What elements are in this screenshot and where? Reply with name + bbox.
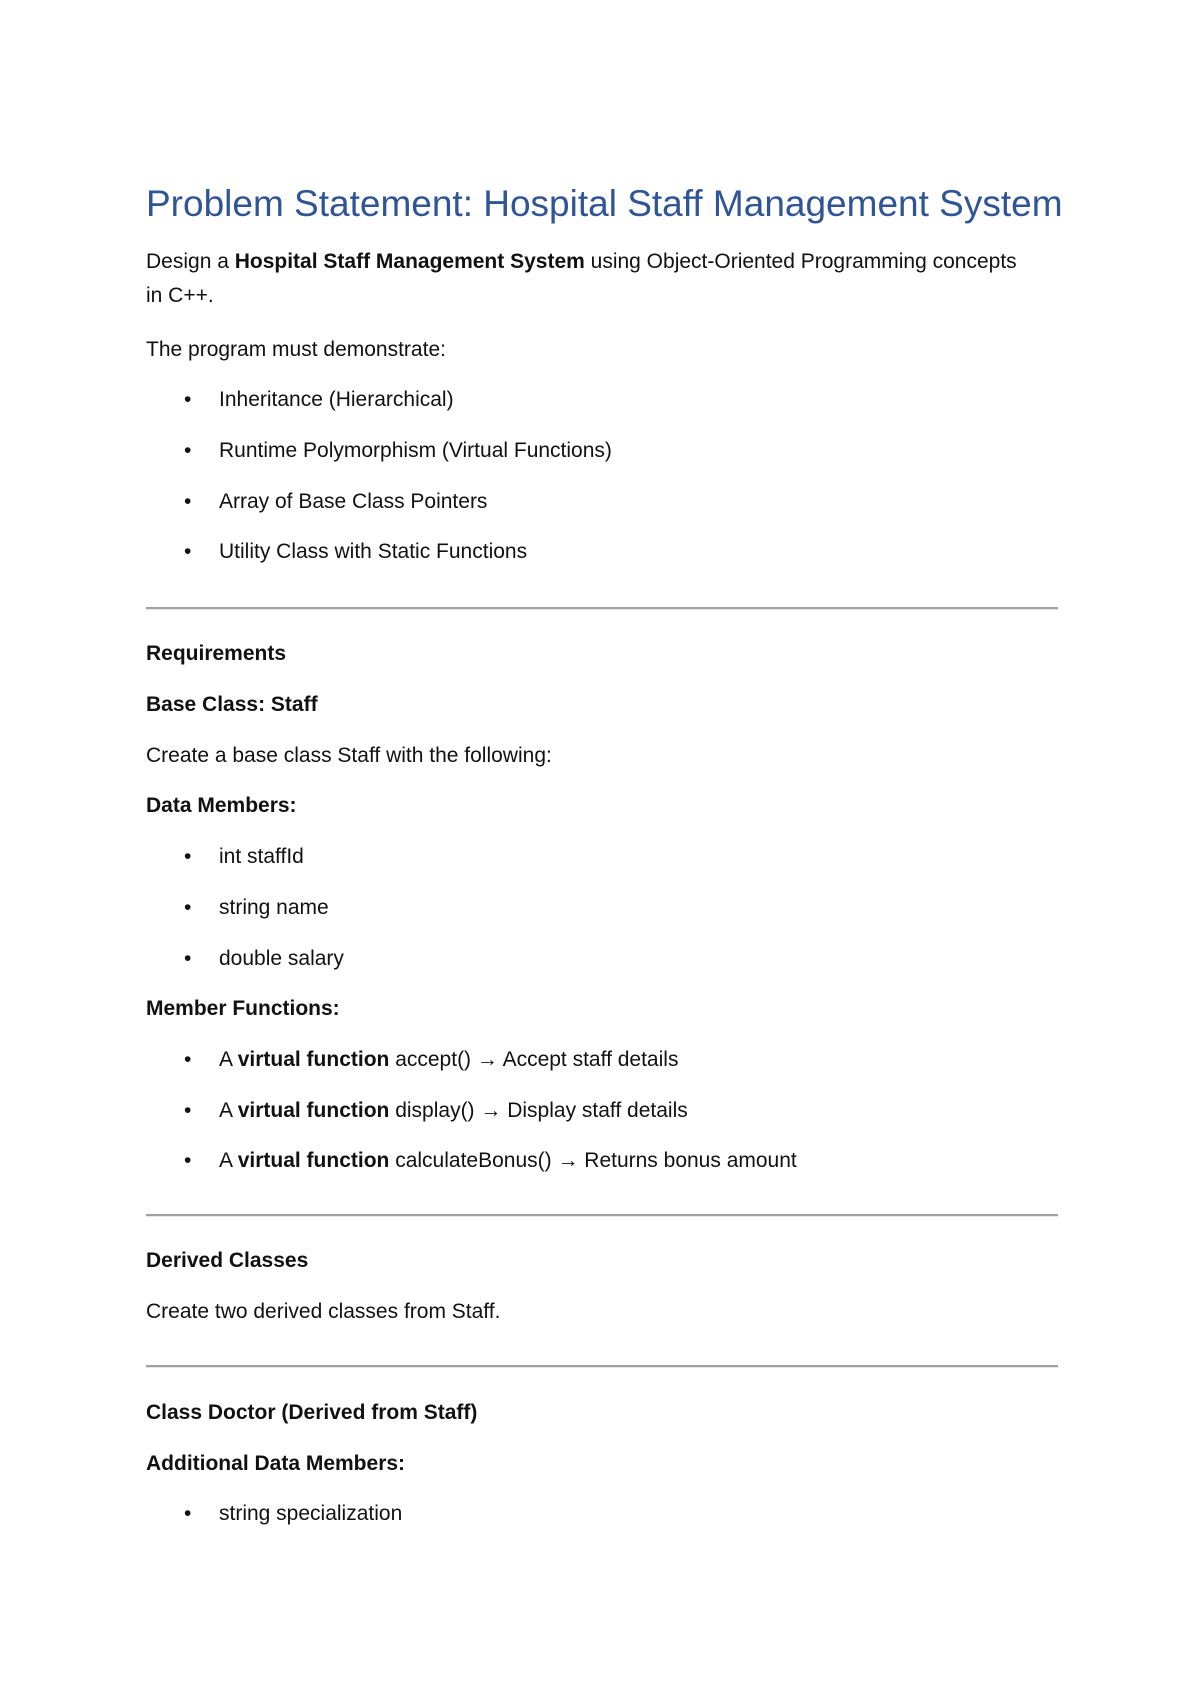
list-item-text: string specialization (219, 1502, 403, 1525)
bullet-icon: • (184, 540, 192, 563)
bullet-icon: • (184, 439, 192, 462)
list-item-text: Array of Base Class Pointers (219, 490, 488, 513)
list-item-text (219, 1144, 797, 1178)
derived-classes-description: Create two derived classes from Staff. (146, 1300, 501, 1323)
base-class-description: Create a base class Staff with the following: (146, 744, 552, 767)
list-item-text (219, 1043, 678, 1077)
horizontal-divider (146, 1365, 1058, 1368)
list-item-text: Utility Class with Static Functions (219, 540, 528, 563)
intro-paragraph (146, 245, 1017, 279)
function-prefix: A (219, 1149, 238, 1172)
derived-classes-heading: Derived Classes (146, 1249, 309, 1272)
demonstrate-label: The program must demonstrate: (146, 338, 446, 361)
bullet-icon: • (184, 896, 192, 919)
intro-system-name: Hospital Staff Management System (234, 250, 585, 273)
horizontal-divider (146, 1214, 1058, 1217)
list-item-text (219, 1094, 688, 1128)
intro-prefix: Design a (146, 250, 235, 273)
function-prefix: A (219, 1048, 238, 1071)
bullet-icon: • (184, 947, 192, 970)
member-functions-label: Member Functions: (146, 997, 340, 1020)
bullet-icon: • (184, 1502, 192, 1525)
list-item-text: int staffId (219, 845, 304, 868)
function-keyword: virtual function (237, 1099, 390, 1122)
list-item-text: Inheritance (Hierarchical) (219, 388, 454, 411)
horizontal-divider (146, 607, 1058, 610)
bullet-icon: • (184, 1099, 192, 1122)
bullet-icon: • (184, 490, 192, 513)
doctor-additional-label: Additional Data Members: (146, 1452, 406, 1475)
list-item-text: double salary (219, 947, 344, 970)
bullet-icon: • (184, 1048, 192, 1071)
data-members-label: Data Members: (146, 794, 297, 817)
list-item-text: Runtime Polymorphism (Virtual Functions) (219, 439, 612, 462)
document-title: Problem Statement: Hospital Staff Management System (146, 183, 1063, 224)
doctor-class-heading: Class Doctor (Derived from Staff) (146, 1401, 478, 1424)
function-description: calculateBonus() → Returns bonus amount (389, 1149, 797, 1172)
base-class-heading: Base Class: Staff (146, 693, 318, 716)
function-description: display() → Display staff details (389, 1099, 688, 1122)
function-keyword: virtual function (237, 1149, 390, 1172)
intro-line-2: in C++. (146, 284, 214, 307)
list-item-text: string name (219, 896, 329, 919)
function-description: accept() → Accept staff details (389, 1048, 679, 1071)
function-keyword: virtual function (237, 1048, 390, 1071)
intro-suffix: using Object-Oriented Programming concepts (584, 250, 1017, 273)
function-prefix: A (219, 1099, 238, 1122)
requirements-heading: Requirements (146, 642, 287, 665)
bullet-icon: • (184, 845, 192, 868)
bullet-icon: • (184, 1149, 192, 1172)
bullet-icon: • (184, 388, 192, 411)
